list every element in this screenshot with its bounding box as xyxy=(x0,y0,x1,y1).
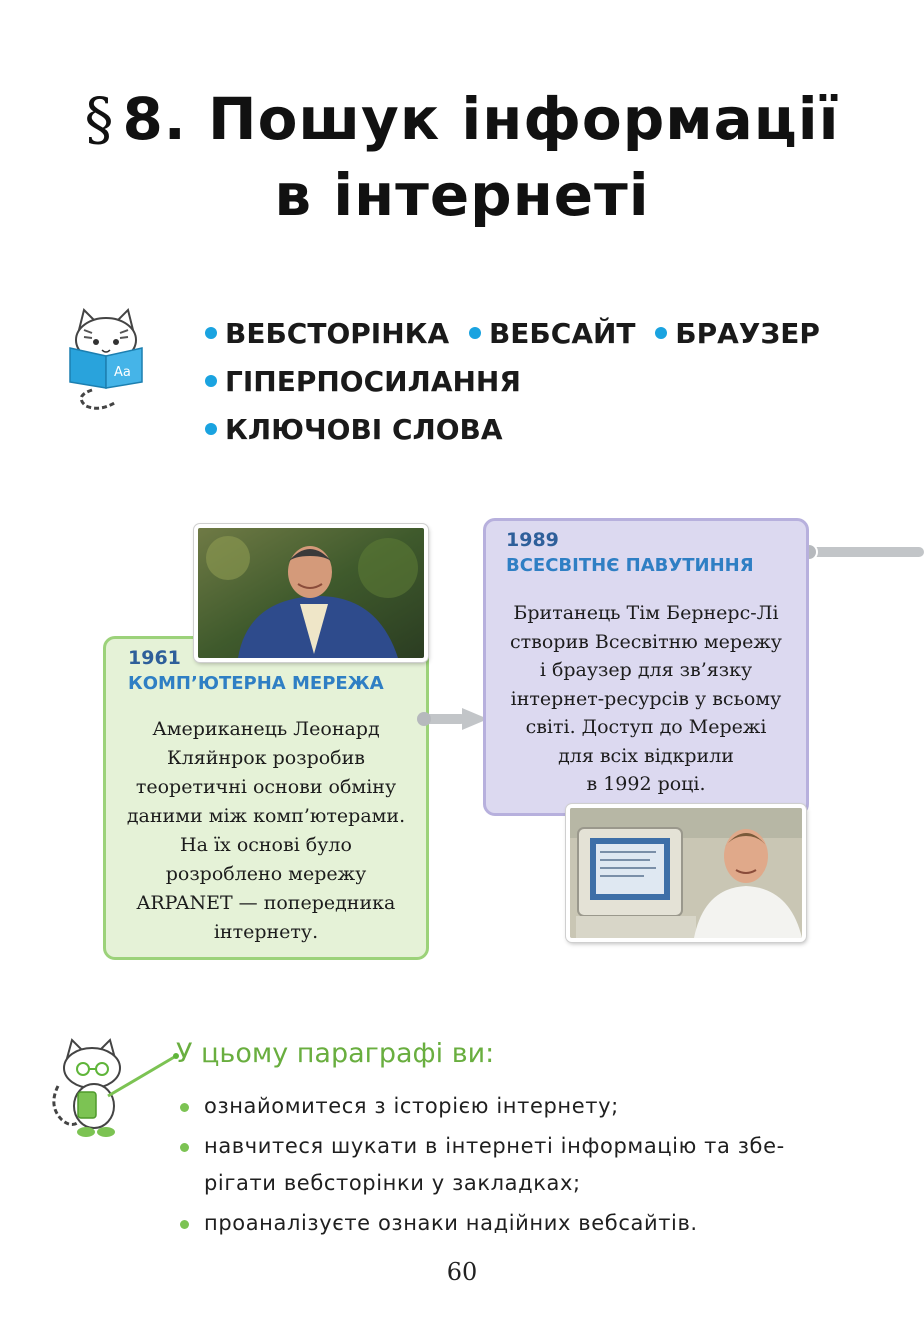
card-line: ARPANET — попередника xyxy=(136,892,396,914)
portrait-image xyxy=(198,528,424,658)
card-line: Кляйнрок розробив xyxy=(167,747,365,769)
keyword: ГІПЕРПОСИЛАННЯ xyxy=(225,365,521,398)
keyword: ВЕБСТОРІНКА xyxy=(225,317,450,350)
card-body xyxy=(490,599,802,799)
card-line: інтернет-ресурсів у всьому xyxy=(510,687,782,710)
title-line-2: в інтернеті xyxy=(274,161,650,229)
title-line-1 xyxy=(0,80,924,158)
bullet-dot xyxy=(205,375,217,387)
keyword: КЛЮЧОВІ СЛОВА xyxy=(225,413,503,446)
keywords-row-3 xyxy=(205,406,820,454)
goals-list xyxy=(178,1088,868,1245)
bullet-dot xyxy=(180,1103,189,1112)
card-line: На їх основі було xyxy=(180,834,352,856)
card-line: створив Всесвітню мережу xyxy=(510,630,782,653)
card-heading: ВСЕСВІТНЄ ПАВУТИННЯ xyxy=(506,555,754,576)
card-heading: КОМП’ЮТЕРНА МЕРЕЖА xyxy=(128,673,384,694)
goal-item xyxy=(178,1205,868,1242)
section-mark: § xyxy=(84,85,115,153)
bullet-dot xyxy=(205,327,217,339)
card-line: теоретичні основи обміну xyxy=(135,776,397,798)
card-line: в 1992 році. xyxy=(586,773,706,795)
bullet-dot xyxy=(205,423,217,435)
goal-line: проаналізуєте ознаки надійних вебсайтів. xyxy=(204,1211,698,1235)
photo-berners-lee xyxy=(566,804,806,942)
timeline-arrow xyxy=(416,706,490,732)
book-label: Aa xyxy=(114,365,131,380)
goal-item xyxy=(178,1128,868,1202)
keyword: БРАУЗЕР xyxy=(675,317,820,350)
bullet-dot xyxy=(180,1220,189,1229)
section-number: 8. xyxy=(122,85,187,153)
goals-title: У цьому параграфі ви: xyxy=(176,1038,495,1069)
bullet-dot xyxy=(180,1143,189,1152)
card-line: даними між комп’ютерами. xyxy=(126,805,406,827)
goal-line: навчитеся шукати в інтернеті інформацію та збе- xyxy=(204,1134,785,1158)
section-title xyxy=(0,80,924,232)
card-line: інтернету. xyxy=(213,921,319,943)
photo-kleinrock xyxy=(194,524,428,662)
cat-reading-icon xyxy=(62,304,150,410)
card-line: Британець Тім Бернерс-Лі xyxy=(513,602,779,624)
card-line: і браузер для зв’язку xyxy=(539,659,753,681)
card-line: розроблено мережу xyxy=(165,863,367,885)
page-number: 60 xyxy=(446,1258,478,1286)
card-year: 1961 xyxy=(128,647,181,669)
card-line: світі. Доступ до Мережі xyxy=(525,716,767,738)
keyword: ВЕБСАЙТ xyxy=(488,317,636,350)
goal-line: ознайомитеся з історією інтернету; xyxy=(204,1094,619,1118)
bullet-dot xyxy=(469,327,481,339)
keywords-list xyxy=(205,310,820,454)
cat-pointer-icon xyxy=(52,1036,182,1140)
goal-line: рігати вебсторінки у закладках; xyxy=(204,1171,581,1195)
bullet-dot xyxy=(655,327,667,339)
keywords-row-1 xyxy=(205,310,820,358)
title-text-1: Пошук інформації xyxy=(208,85,840,153)
card-body xyxy=(110,715,422,947)
card-line: для всіх відкрили xyxy=(558,744,734,767)
timeline-card-1989 xyxy=(483,518,809,816)
timeline-card-1961 xyxy=(103,636,429,960)
timeline-line xyxy=(812,547,924,557)
keywords-row-2 xyxy=(205,358,820,406)
card-year: 1989 xyxy=(506,529,559,551)
goal-item xyxy=(178,1088,868,1125)
portrait-image xyxy=(570,808,802,938)
card-line: Американець Леонард xyxy=(152,718,380,740)
